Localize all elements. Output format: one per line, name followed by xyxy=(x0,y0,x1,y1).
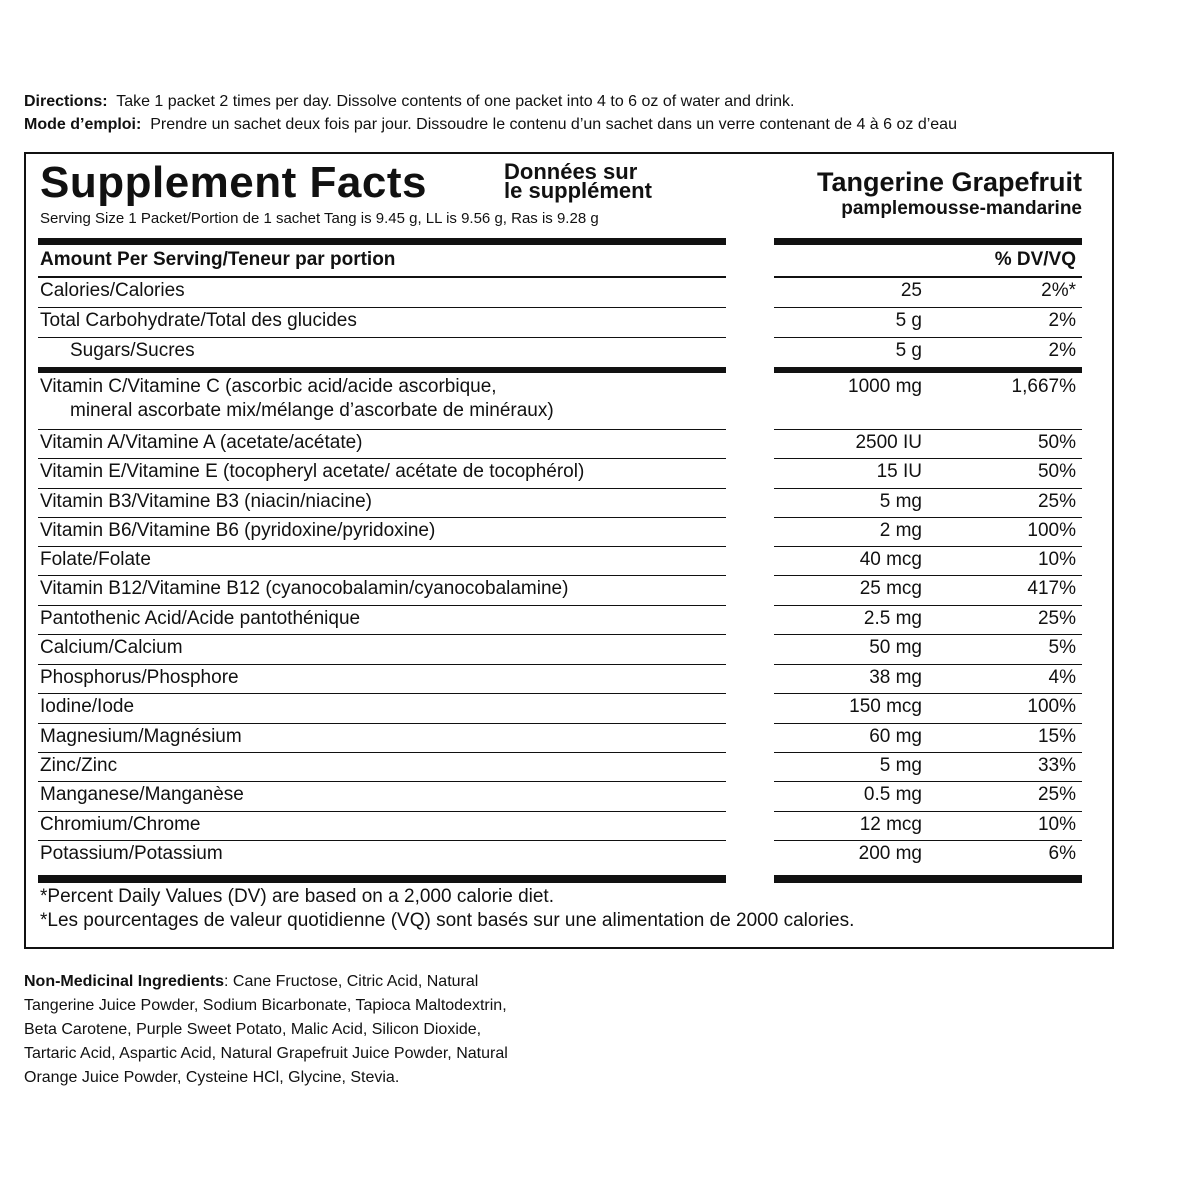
nutrient-amount: 2.5 mg xyxy=(863,608,922,629)
directions-fr-text: Prendre un sachet deux fois par jour. Dissoudre le contenu d’un sachet dans un verre contenant de 4 à 6 oz d’eau xyxy=(150,116,957,133)
nutrient-amount: 25 xyxy=(900,280,922,301)
row-divider-left xyxy=(38,634,726,635)
row-divider-left xyxy=(38,605,726,606)
nutrient-name: Vitamin B3/Vitamine B3 (niacin/niacine) xyxy=(40,491,372,512)
row-divider-right xyxy=(774,781,1082,782)
row-divider-right xyxy=(774,723,1082,724)
nutrient-dv: 417% xyxy=(1027,578,1076,599)
nutrient-amount: 50 mg xyxy=(869,637,922,658)
nutrient-name: Vitamin A/Vitamine A (acetate/acétate) xyxy=(40,432,363,453)
nutrient-name: Sugars/Sucres xyxy=(70,340,195,361)
non-medicinal-ingredients xyxy=(24,970,524,1090)
row-divider-right xyxy=(774,605,1082,606)
nutrient-name: Folate/Folate xyxy=(40,549,151,570)
directions-en-text: Take 1 packet 2 times per day. Dissolve contents of one packet into 4 to 6 oz of water and drink. xyxy=(116,93,795,110)
row-divider-right xyxy=(774,664,1082,665)
nutrient-name: Vitamin E/Vitamine E (tocopheryl acetate/ acétate de tocophérol) xyxy=(40,461,585,482)
header-divider-right xyxy=(774,276,1082,278)
row-divider-right xyxy=(774,840,1082,841)
row-divider-right xyxy=(774,752,1082,753)
nutrient-dv: 6% xyxy=(1048,843,1076,864)
flavor-name: Tangerine Grapefruit xyxy=(816,167,1082,197)
directions-en-label: Directions: xyxy=(24,93,108,110)
nutrient-amount: 2500 IU xyxy=(855,432,922,453)
nutrient-dv: 50% xyxy=(1037,432,1076,453)
ingredients-label: Non-Medicinal Ingredients xyxy=(24,973,225,990)
nutrient-name: Phosphorus/Phosphore xyxy=(40,667,239,688)
nutrient-dv: 25% xyxy=(1037,608,1076,629)
footnote-en: *Percent Daily Values (DV) are based on a 2,000 calorie diet. xyxy=(40,886,554,907)
nutrient-dv: 2% xyxy=(1048,340,1076,361)
flavor-name-fr: pamplemousse-mandarine xyxy=(841,198,1082,219)
section-bar-left xyxy=(38,367,726,373)
nutrient-name: Vitamin B12/Vitamine B12 (cyanocobalamin/cyanocobalamine) xyxy=(40,578,569,599)
nutrient-name: Zinc/Zinc xyxy=(40,755,118,776)
directions-fr-label: Mode d’emploi: xyxy=(24,116,142,133)
nutrient-name: Calories/Calories xyxy=(40,280,185,301)
directions-en xyxy=(24,90,1174,113)
row-divider-right xyxy=(774,307,1082,308)
row-divider-left xyxy=(38,840,726,841)
row-divider-left xyxy=(38,517,726,518)
row-divider-left xyxy=(38,337,726,338)
nutrient-amount: 1000 mg xyxy=(848,376,922,397)
row-divider-right xyxy=(774,337,1082,338)
nutrient-dv: 10% xyxy=(1037,549,1076,570)
row-divider-right xyxy=(774,517,1082,518)
nutrient-name-cont: mineral ascorbate mix/mélange d’ascorbate de minéraux) xyxy=(70,400,554,421)
nutrient-dv: 5% xyxy=(1048,637,1076,658)
row-divider-left xyxy=(38,664,726,665)
nutrient-dv: 2% xyxy=(1048,310,1076,331)
nutrient-amount: 0.5 mg xyxy=(863,784,922,805)
nutrient-dv: 25% xyxy=(1037,784,1076,805)
nutrient-dv: 100% xyxy=(1027,520,1076,541)
nutrient-dv: 50% xyxy=(1037,461,1076,482)
nutrient-name: Vitamin B6/Vitamine B6 (pyridoxine/pyridoxine) xyxy=(40,520,436,541)
header-divider-left xyxy=(38,276,726,278)
dv-header: % DV/VQ xyxy=(994,249,1076,270)
nutrient-name: Chromium/Chrome xyxy=(40,814,201,835)
row-divider-left xyxy=(38,546,726,547)
row-divider-left xyxy=(38,693,726,694)
nutrient-amount: 5 g xyxy=(895,310,922,331)
nutrient-name: Potassium/Potassium xyxy=(40,843,223,864)
row-divider-right xyxy=(774,488,1082,489)
nutrient-name: Pantothenic Acid/Acide pantothénique xyxy=(40,608,361,629)
row-divider-left xyxy=(38,723,726,724)
nutrient-name: Vitamin C/Vitamine C (ascorbic acid/acide ascorbique, xyxy=(40,376,497,397)
nutrient-dv: 15% xyxy=(1037,726,1076,747)
nutrient-dv: 4% xyxy=(1048,667,1076,688)
row-divider-left xyxy=(38,429,726,430)
footer-bar-left xyxy=(38,875,726,883)
row-divider-right xyxy=(774,575,1082,576)
directions-fr xyxy=(24,113,1174,136)
nutrient-amount: 60 mg xyxy=(869,726,922,747)
amount-header: Amount Per Serving/Teneur par portion xyxy=(40,249,396,270)
serving-size: Serving Size 1 Packet/Portion de 1 sachet Tang is 9.45 g, LL is 9.56 g, Ras is 9.28 g xyxy=(40,210,599,227)
row-divider-right xyxy=(774,458,1082,459)
nutrient-amount: 15 IU xyxy=(876,461,922,482)
nutrient-amount: 5 g xyxy=(895,340,922,361)
nutrient-amount: 5 mg xyxy=(879,491,922,512)
ingredients-text: : Cane Fructose, Citric Acid, Natural Tangerine Juice Powder, Sodium Bicarbonate, Tapioca Maltodextrin, Beta Carotene, Purple Sweet Potato, Malic Acid, Silicon Dioxide, Tartaric Acid, Aspartic Acid, Natural Grapefruit Juice Powder, Natural Orange Juice Powder, Cysteine HCl, Glycine, Stevia. xyxy=(24,973,508,1086)
supplement-facts-panel xyxy=(24,152,1114,949)
footer-bar-right xyxy=(774,875,1082,883)
panel-title: Supplement Facts xyxy=(40,158,427,207)
row-divider-left xyxy=(38,307,726,308)
row-divider-right xyxy=(774,429,1082,430)
row-divider-left xyxy=(38,781,726,782)
row-divider-right xyxy=(774,811,1082,812)
nutrient-amount: 12 mcg xyxy=(859,814,922,835)
nutrient-dv: 100% xyxy=(1027,696,1076,717)
nutrient-amount: 38 mg xyxy=(869,667,922,688)
nutrient-amount: 5 mg xyxy=(879,755,922,776)
row-divider-right xyxy=(774,634,1082,635)
nutrient-dv: 1,667% xyxy=(1011,376,1076,397)
nutrient-amount: 200 mg xyxy=(858,843,922,864)
row-divider-right xyxy=(774,546,1082,547)
nutrient-name: Total Carbohydrate/Total des glucides xyxy=(40,310,357,331)
row-divider-left xyxy=(38,752,726,753)
nutrient-dv: 2%* xyxy=(1041,280,1076,301)
nutrient-amount: 25 mcg xyxy=(859,578,922,599)
section-bar-right xyxy=(774,367,1082,373)
nutrient-amount: 40 mcg xyxy=(859,549,922,570)
header-bar-left xyxy=(38,238,726,245)
nutrient-name: Calcium/Calcium xyxy=(40,637,183,658)
panel-title-fr xyxy=(504,159,652,203)
row-divider-left xyxy=(38,575,726,576)
nutrient-name: Iodine/Iode xyxy=(40,696,135,717)
nutrient-dv: 33% xyxy=(1037,755,1076,776)
nutrient-amount: 2 mg xyxy=(879,520,922,541)
row-divider-left xyxy=(38,488,726,489)
row-divider-left xyxy=(38,811,726,812)
panel-title-fr-line1: Données sur xyxy=(504,159,638,184)
directions xyxy=(24,90,1174,136)
nutrient-name: Magnesium/Magnésium xyxy=(40,726,242,747)
nutrient-dv: 25% xyxy=(1037,491,1076,512)
row-divider-right xyxy=(774,693,1082,694)
nutrient-amount: 150 mcg xyxy=(849,696,922,717)
footnote-fr: *Les pourcentages de valeur quotidienne (VQ) sont basés sur une alimentation de 2000 calories. xyxy=(40,910,855,931)
nutrient-dv: 10% xyxy=(1037,814,1076,835)
row-divider-left xyxy=(38,458,726,459)
nutrient-name: Manganese/Manganèse xyxy=(40,784,244,805)
panel-title-fr-line2: le supplément xyxy=(504,178,652,203)
header-bar-right xyxy=(774,238,1082,245)
